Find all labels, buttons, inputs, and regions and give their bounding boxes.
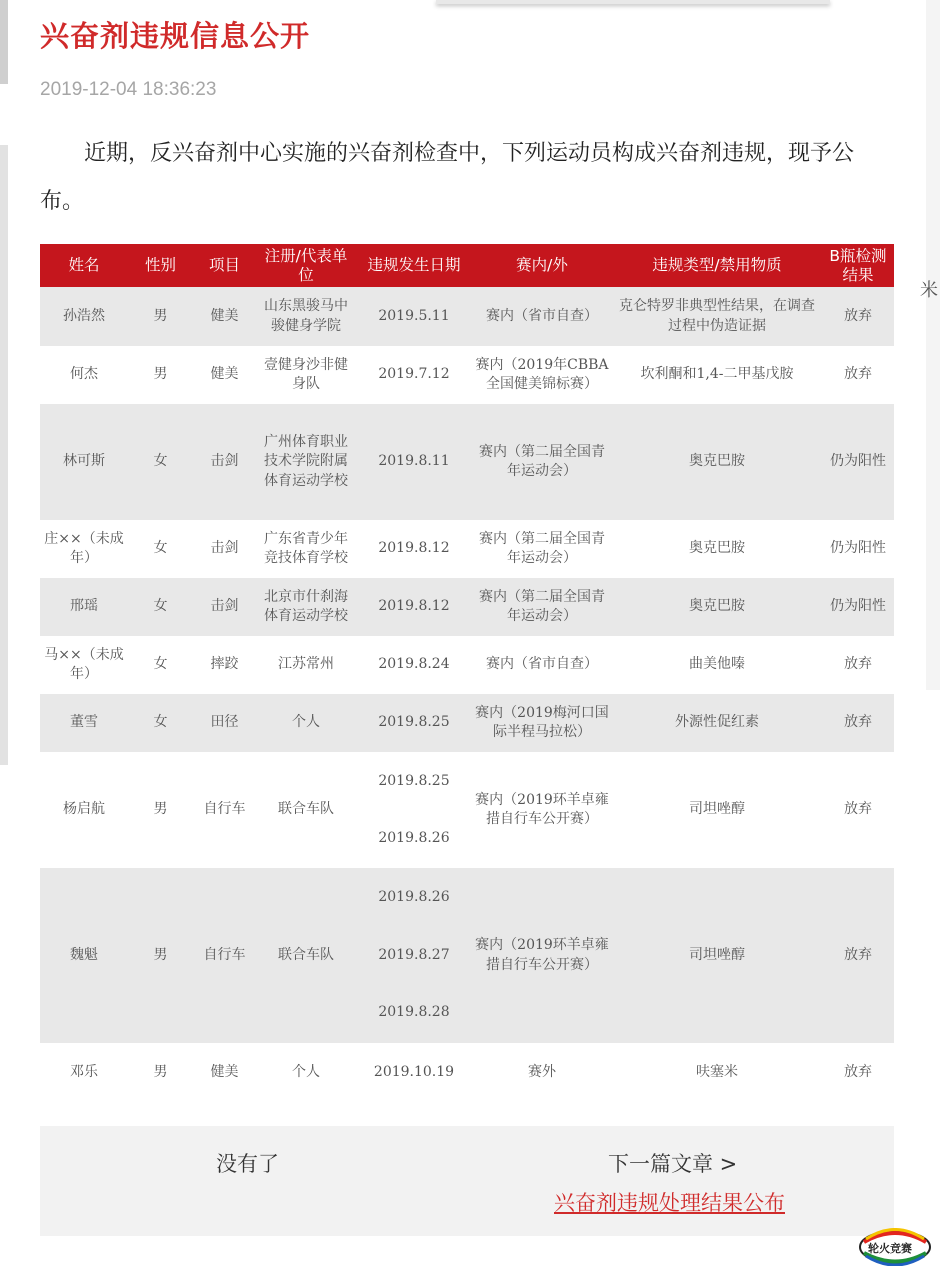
cell-b-result: 仍为阳性	[822, 520, 894, 578]
prev-article-label: 没有了	[216, 1152, 279, 1176]
cell-sport: 摔跤	[193, 636, 256, 694]
cell-context: 赛外	[472, 1043, 612, 1103]
watermark-text: 轮火竞赛	[868, 1242, 912, 1255]
cell-violation: 奥克巴胺	[612, 404, 822, 520]
cell-b-result: 放弃	[822, 752, 894, 868]
header-b-result: B瓶检测结果	[822, 244, 894, 287]
cell-b-result: 放弃	[822, 287, 894, 346]
date-line: 2019.8.26	[378, 889, 450, 906]
cell-date: 2019.8.11	[356, 404, 472, 520]
cell-violation: 曲美他嗪	[612, 636, 822, 694]
cell-date: 2019.8.25	[356, 694, 472, 752]
cell-gender: 男	[128, 752, 193, 868]
cell-gender: 女	[128, 520, 193, 578]
cell-sport: 健美	[193, 1043, 256, 1103]
cell-unit: 联合车队	[256, 752, 356, 868]
cell-b-result: 放弃	[822, 636, 894, 694]
article-title: 兴奋剂违规信息公开	[40, 19, 311, 53]
cell-sport: 健美	[193, 346, 256, 404]
cell-date	[356, 868, 472, 1043]
cell-unit: 联合车队	[256, 868, 356, 1043]
header-name: 姓名	[40, 244, 128, 287]
date-line: 2019.8.28	[378, 1004, 450, 1021]
cell-context: 赛内（2019环羊卓雍措自行车公开赛）	[472, 752, 612, 868]
article-navigation	[40, 1126, 894, 1236]
cell-violation: 呋塞米	[612, 1043, 822, 1103]
cell-name: 董雪	[40, 694, 128, 752]
article-datetime: 2019-12-04 18:36:23	[40, 79, 217, 100]
cell-name: 邓乐	[40, 1043, 128, 1103]
date-line: 2019.8.25	[378, 772, 450, 789]
next-article-label: 下一篇文章 >	[608, 1152, 738, 1176]
cell-b-result: 放弃	[822, 1043, 894, 1103]
cell-date: 2019.7.12	[356, 346, 472, 404]
cell-gender: 女	[128, 404, 193, 520]
cell-date: 2019.10.19	[356, 1043, 472, 1103]
date-line: 2019.8.27	[378, 946, 450, 963]
cell-name: 杨启航	[40, 752, 128, 868]
cell-gender: 男	[128, 868, 193, 1043]
table-row	[40, 346, 894, 404]
cell-sport: 自行车	[193, 752, 256, 868]
article-intro: 近期，反兴奋剂中心实施的兴奋剂检查中，下列运动员构成兴奋剂违规，现予公布。	[40, 141, 855, 214]
cell-gender: 男	[128, 346, 193, 404]
cell-gender: 女	[128, 694, 193, 752]
table-header-row	[40, 244, 894, 287]
cell-name: 何杰	[40, 346, 128, 404]
cell-date: 2019.8.24	[356, 636, 472, 694]
table-row	[40, 868, 894, 1043]
cell-violation: 克仑特罗非典型性结果，在调查过程中伪造证据	[612, 287, 822, 346]
cell-violation: 司坦唑醇	[612, 868, 822, 1043]
cell-b-result: 仍为阳性	[822, 578, 894, 636]
cell-sport: 击剑	[193, 578, 256, 636]
cell-b-result: 放弃	[822, 868, 894, 1043]
cell-sport: 击剑	[193, 520, 256, 578]
cell-unit: 个人	[256, 1043, 356, 1103]
cell-date: 2019.8.12	[356, 578, 472, 636]
header-sport: 项目	[193, 244, 256, 287]
cell-sport: 自行车	[193, 868, 256, 1043]
table-row	[40, 752, 894, 868]
top-popup-edge	[436, 0, 830, 4]
cell-context: 赛内（2019年CBBA全国健美锦标赛）	[472, 346, 612, 404]
cell-violation: 奥克巴胺	[612, 578, 822, 636]
cell-context: 赛内（第二届全国青年运动会）	[472, 520, 612, 578]
cell-context: 赛内（第二届全国青年运动会）	[472, 578, 612, 636]
header-unit: 注册/代表单位	[256, 244, 356, 287]
cell-violation: 司坦唑醇	[612, 752, 822, 868]
cell-name: 邢瑶	[40, 578, 128, 636]
cell-violation: 外源性促红素	[612, 694, 822, 752]
cell-name: 孙浩然	[40, 287, 128, 346]
cell-b-result: 放弃	[822, 346, 894, 404]
cell-unit: 广州体育职业技术学院附属体育运动学校	[256, 404, 356, 520]
right-edge-strip	[926, 0, 940, 690]
cell-date: 2019.5.11	[356, 287, 472, 346]
cell-name: 魏魁	[40, 868, 128, 1043]
cell-b-result: 仍为阳性	[822, 404, 894, 520]
header-date: 违规发生日期	[356, 244, 472, 287]
cell-gender: 男	[128, 1043, 193, 1103]
cell-date	[356, 752, 472, 868]
cell-sport: 击剑	[193, 404, 256, 520]
cell-context: 赛内（第二届全国青年运动会）	[472, 404, 612, 520]
date-line: 2019.8.26	[378, 830, 450, 846]
cell-gender: 女	[128, 578, 193, 636]
violations-table	[40, 244, 894, 1103]
table-row	[40, 636, 894, 694]
cell-unit: 江苏常州	[256, 636, 356, 694]
table-row	[40, 287, 894, 346]
cell-unit: 个人	[256, 694, 356, 752]
cell-name: 庄××（未成年）	[40, 520, 128, 578]
cell-context: 赛内（2019梅河口国际半程马拉松）	[472, 694, 612, 752]
left-edge-strip	[0, 0, 8, 84]
cell-context: 赛内（省市自查）	[472, 287, 612, 346]
table-row	[40, 404, 894, 520]
table-row	[40, 520, 894, 578]
table-row	[40, 1043, 894, 1103]
left-edge-strip-lower	[0, 145, 8, 765]
table-row	[40, 578, 894, 636]
cell-gender: 女	[128, 636, 193, 694]
cell-gender: 男	[128, 287, 193, 346]
next-article-link[interactable]: 兴奋剂违规处理结果公布	[554, 1191, 785, 1215]
cell-unit: 壹健身沙非健身队	[256, 346, 356, 404]
cell-name: 马××（未成年）	[40, 636, 128, 694]
cell-context: 赛内（省市自查）	[472, 636, 612, 694]
cell-context: 赛内（2019环羊卓雍措自行车公开赛）	[472, 868, 612, 1043]
cell-unit: 广东省青少年竞技体育学校	[256, 520, 356, 578]
header-context: 赛内/外	[472, 244, 612, 287]
table-row	[40, 694, 894, 752]
cell-unit: 山东黑骏马中骏健身学院	[256, 287, 356, 346]
cell-b-result: 放弃	[822, 694, 894, 752]
cell-date: 2019.8.12	[356, 520, 472, 578]
header-violation: 违规类型/禁用物质	[612, 244, 822, 287]
right-edge-glyph: 米	[920, 280, 938, 301]
cell-unit: 北京市什刹海体育运动学校	[256, 578, 356, 636]
cell-name: 林可斯	[40, 404, 128, 520]
cell-violation: 奥克巴胺	[612, 520, 822, 578]
cell-violation: 坎利酮和1,4-二甲基戊胺	[612, 346, 822, 404]
header-gender: 性别	[128, 244, 193, 287]
cell-sport: 健美	[193, 287, 256, 346]
cell-sport: 田径	[193, 694, 256, 752]
